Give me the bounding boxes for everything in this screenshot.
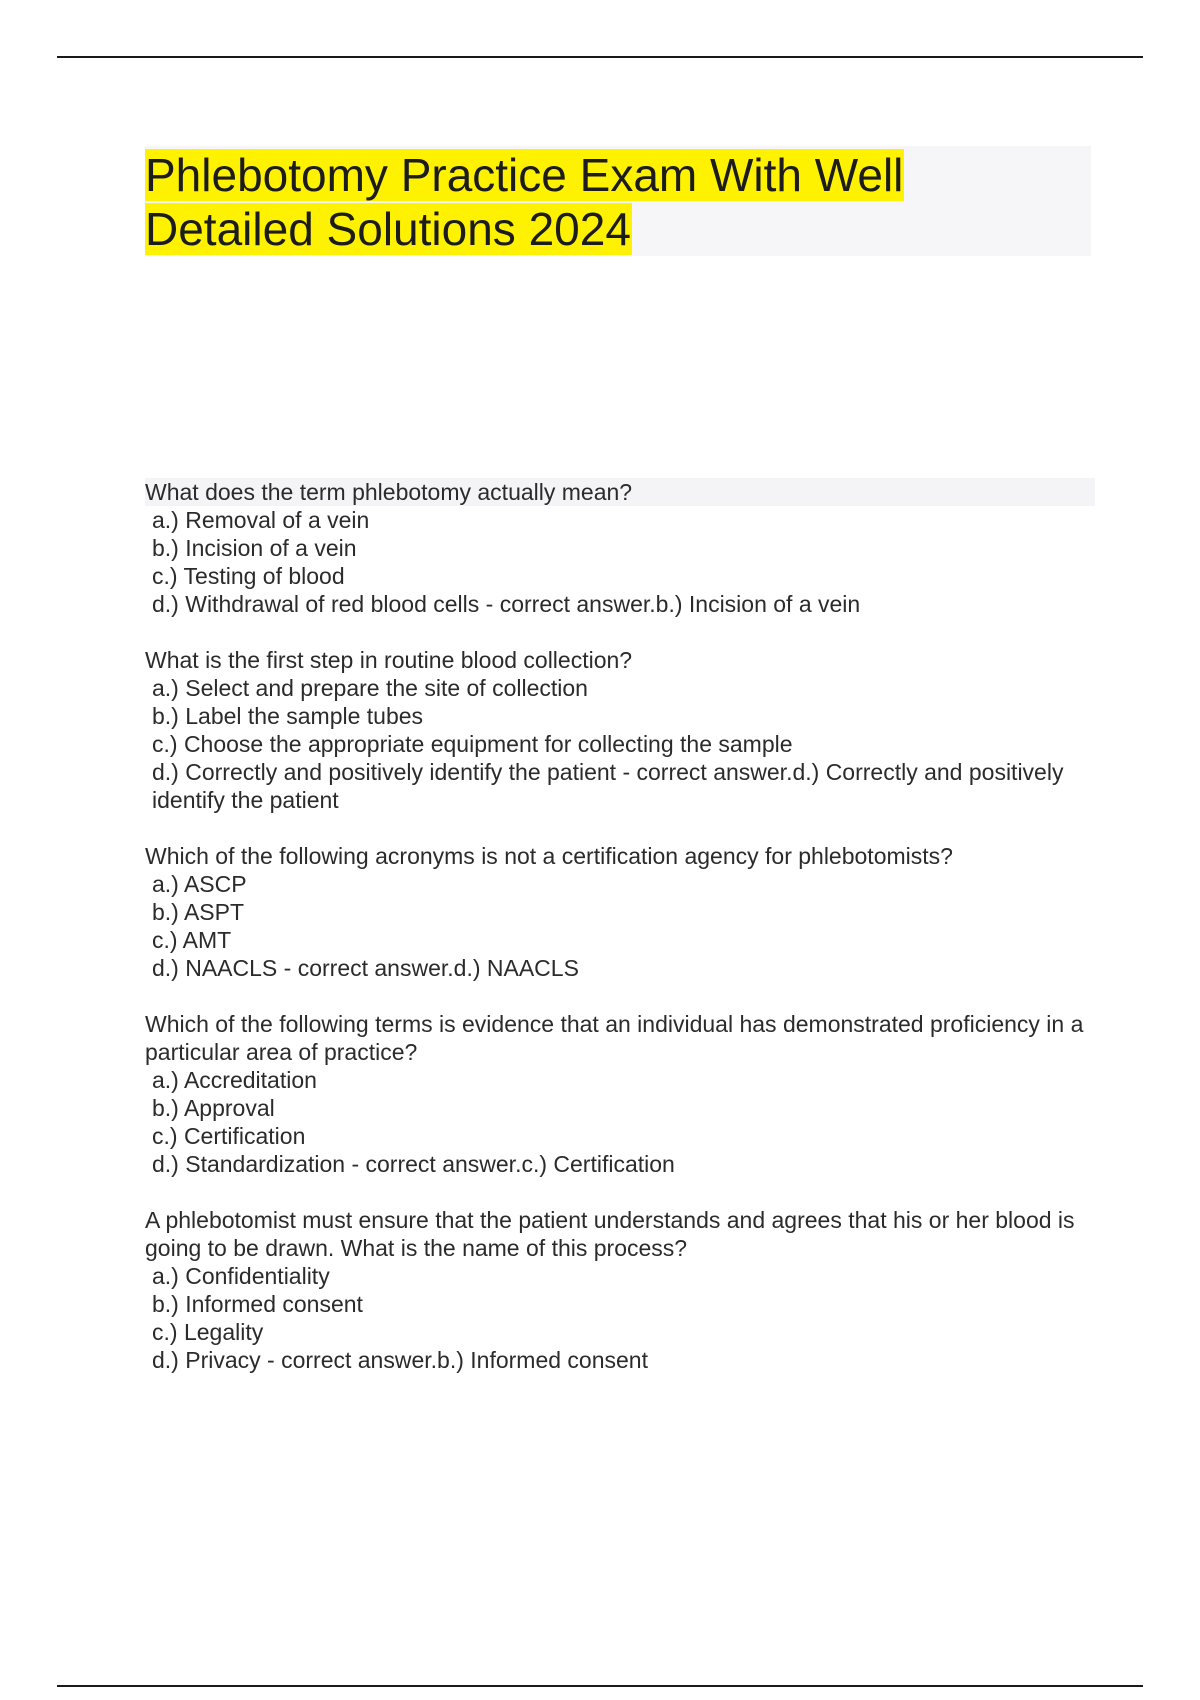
correct-answer: - correct answer.d.) Correctly and positively identify the patient: [152, 759, 1064, 813]
question-text: What is the first step in routine blood collection?: [145, 647, 633, 673]
option-d-with-answer: [145, 1346, 1095, 1374]
option-c: c.) Testing of blood: [152, 563, 345, 589]
option-d: d.) NAACLS: [152, 955, 278, 981]
option-b: b.) Approval: [152, 1095, 275, 1121]
correct-answer: - correct answer.d.) NAACLS: [283, 955, 579, 981]
option-a: a.) Confidentiality: [152, 1263, 330, 1289]
option-a: a.) Accreditation: [152, 1067, 317, 1093]
option-d-with-answer: [145, 590, 1095, 618]
bottom-rule: [57, 1685, 1143, 1687]
option-b: b.) Label the sample tubes: [152, 703, 424, 729]
option-d: d.) Privacy: [152, 1347, 261, 1373]
option-a: a.) Removal of a vein: [152, 507, 370, 533]
question-text: A phlebotomist must ensure that the patient understands and agrees that his or her blood is going to be drawn. What is the name of this process?: [145, 1207, 1075, 1261]
question-1: [145, 478, 1095, 618]
option-b: b.) Incision of a vein: [152, 535, 357, 561]
correct-answer: - correct answer.b.) Informed consent: [267, 1347, 648, 1373]
option-d: d.) Standardization: [152, 1151, 346, 1177]
option-d-with-answer: [145, 954, 1095, 982]
question-text: What does the term phlebotomy actually mean?: [145, 478, 1095, 506]
question-5: [145, 1206, 1095, 1374]
option-b: b.) Informed consent: [152, 1291, 363, 1317]
option-c: c.) Certification: [152, 1123, 306, 1149]
question-text: Which of the following terms is evidence that an individual has demonstrated proficiency in a particular area of practice?: [145, 1011, 1084, 1065]
question-text: Which of the following acronyms is not a certification agency for phlebotomists?: [145, 843, 953, 869]
title-line-1: Phlebotomy Practice Exam With Well: [145, 149, 904, 201]
correct-answer: - correct answer.b.) Incision of a vein: [485, 591, 861, 617]
option-b: b.) ASPT: [152, 899, 245, 925]
question-4: [145, 1010, 1095, 1178]
document-title: [145, 148, 1045, 256]
question-2: [145, 646, 1095, 814]
question-list: [145, 478, 1095, 1402]
option-d-with-answer: [145, 1150, 1095, 1178]
option-a: a.) ASCP: [152, 871, 247, 897]
option-a: a.) Select and prepare the site of collection: [152, 675, 588, 701]
option-c: c.) AMT: [152, 927, 232, 953]
top-rule: [57, 56, 1143, 58]
option-c: c.) Choose the appropriate equipment for collecting the sample: [152, 731, 793, 757]
option-d: d.) Withdrawal of red blood cells: [152, 591, 480, 617]
correct-answer: - correct answer.c.) Certification: [351, 1151, 675, 1177]
title-line-2: Detailed Solutions 2024: [145, 203, 631, 255]
question-3: [145, 842, 1095, 982]
option-c: c.) Legality: [152, 1319, 264, 1345]
option-d-with-answer: [145, 758, 1095, 814]
option-d: d.) Correctly and positively identify the patient: [152, 759, 617, 785]
